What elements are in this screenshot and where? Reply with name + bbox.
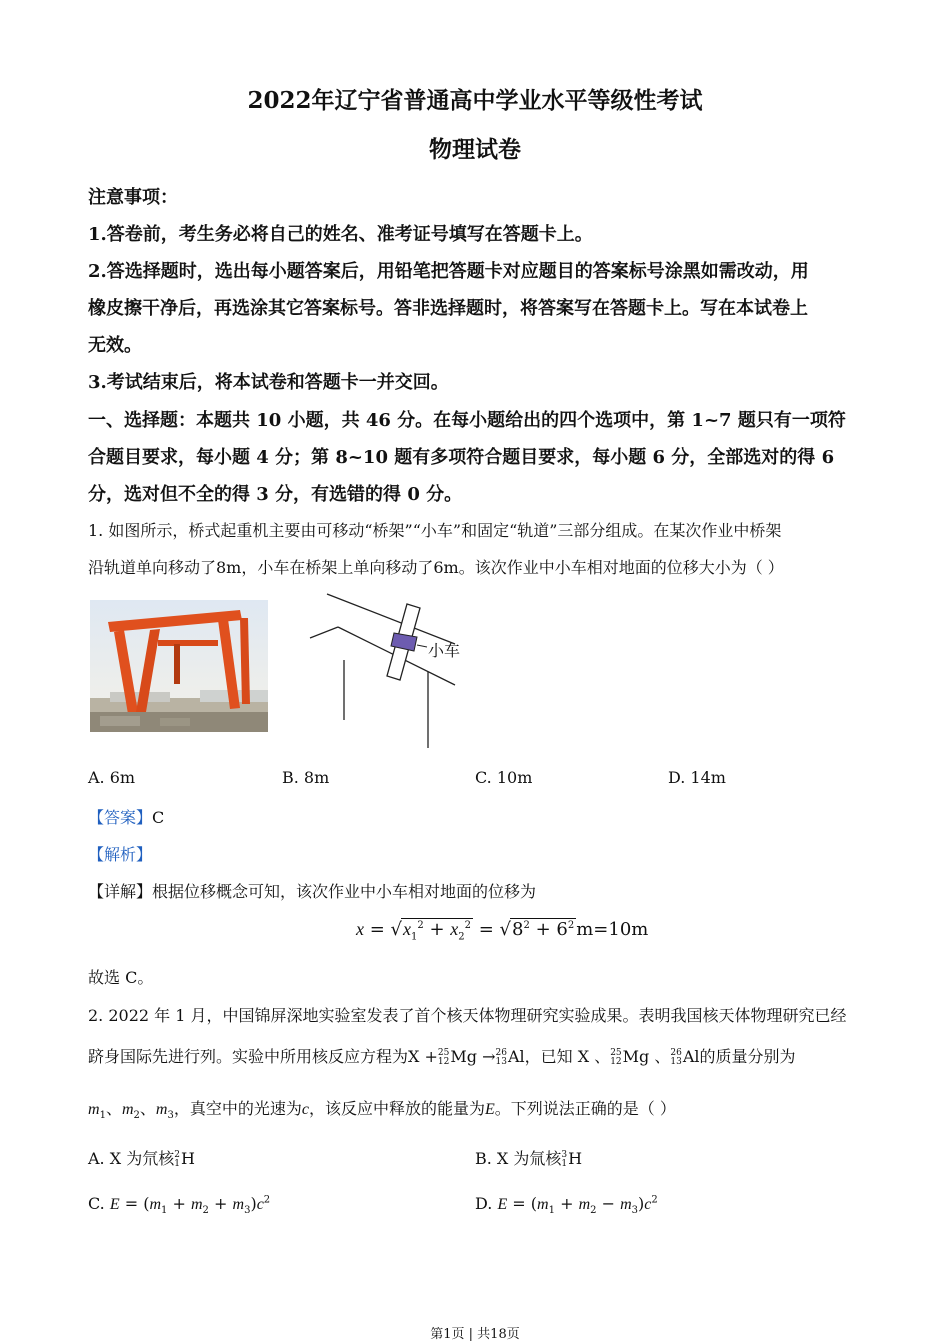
q2-option-a: A. X 为氘核 2 1 H <box>88 1149 195 1169</box>
analysis-tag: 【解析】 <box>88 845 153 864</box>
q2-line1: 2. 2022 年 1 月，中国锦屏深地实验室发表了首个核天体物理研究实验成果。表明我国核天体物理研究已经 <box>88 1006 847 1025</box>
exam-title: 2022年辽宁省普通高中学业水平等级性考试 <box>247 87 703 114</box>
section1-line3: 分，选对但不全的得 3 分，有选错的得 0 分。 <box>88 484 463 505</box>
q1-option-b: B. 8m <box>282 768 330 787</box>
q2-line3: $m_1$、$m_2$、$m_3$，真空中的光速为c，该反应中释放的能量为E。下列说法正确的是（ ） <box>88 1099 676 1122</box>
section1-line1: 一、选择题：本题共 10 小题，共 46 分。在每小题给出的四个选项中，第 1~7 题只有一项符 <box>88 410 846 431</box>
section1-line2: 合题目要求，每小题 4 分；第 8~10 题有多项符合题目要求，每小题 6 分，全部选对的得 6 <box>88 447 835 468</box>
q2-line2: 跻身国际先进行列。实验中所用核反应方程为X + 25 12 Mg → 26 13 Al，已知 X 、 25 12 Mg 、 26 13 Al的质量分别为 <box>88 1047 796 1067</box>
q1-formula: $x = √x_1^2 + x_2^2 = √8^2 + 6^2$ m=10m <box>356 919 649 943</box>
exam-subtitle: 物理试卷 <box>429 136 521 163</box>
q1-detail: 【详解】根据位移概念可知，该次作业中小车相对地面的位移为 <box>88 882 537 901</box>
q2-option-b: B. X 为氚核 3 1 H <box>475 1149 583 1169</box>
q2-option-c: C. $E = (m_1 + m_2 + m_3)c^2$ <box>88 1194 271 1217</box>
notice-item-2-line3: 无效。 <box>88 335 142 356</box>
notice-item-2-line2: 橡皮擦干净后，再选涂其它答案标号。答非选择题时，将答案写在答题卡上。写在本试卷上 <box>88 298 808 319</box>
q1-line1: 1. 如图所示，桥式起重机主要由可移动“桥架”“小车”和固定“轨道”三部分组成。在某次作业中桥架 <box>88 521 782 540</box>
notice-item-1: 1.答卷前，考生务必将自己的姓名、准考证号填写在答题卡上。 <box>88 224 593 245</box>
bridge-crane-diagram <box>300 590 470 750</box>
q1-conclusion: 故选 C。 <box>88 968 154 987</box>
crane-photo <box>90 600 268 732</box>
page-footer: 第1页 | 共18页 <box>430 1327 520 1342</box>
diagram-label-cart: 小车 <box>428 641 461 660</box>
q1-line2: 沿轨道单向移动了8m，小车在桥架上单向移动了6m。该次作业中小车相对地面的位移大小为（ ） <box>88 558 784 577</box>
answer-value: C <box>152 808 165 827</box>
q1-option-d: D. 14m <box>668 768 726 787</box>
answer-tag: 【答案】 <box>88 808 153 827</box>
formula-tail: m=10m <box>576 919 649 940</box>
notice-item-2-line1: 2.答选择题时，选出每小题答案后，用铅笔把答题卡对应题目的答案标号涂黑如需改动，用 <box>88 261 809 282</box>
notice-item-3: 3.考试结束后，将本试卷和答题卡一并交回。 <box>88 372 449 393</box>
q1-answer <box>88 805 164 828</box>
q1-option-a: A. 6m <box>88 768 136 787</box>
q1-option-c: C. 10m <box>475 768 533 787</box>
notice-heading: 注意事项： <box>88 187 178 208</box>
q2-option-d: D. $E = (m_1 + m_2 - m_3)c^2$ <box>475 1194 658 1217</box>
